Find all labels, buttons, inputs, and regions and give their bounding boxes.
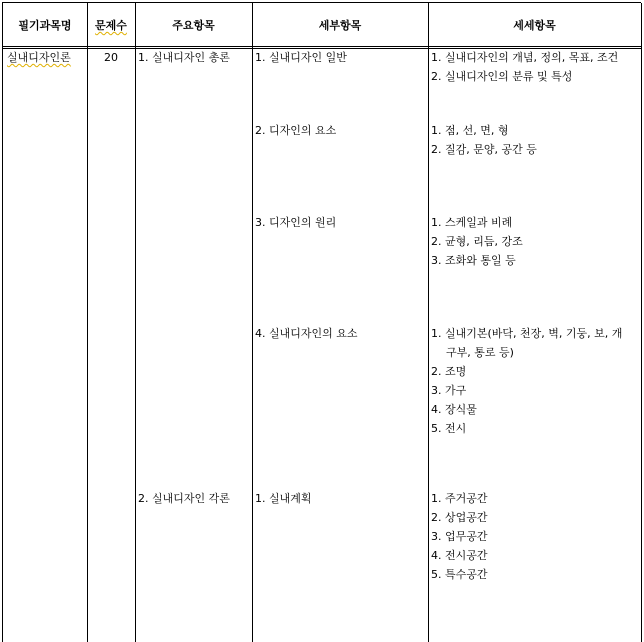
detail-item: 3. 가구: [431, 384, 467, 397]
column-divider: [428, 3, 429, 642]
detail-item: 4. 전시공간: [431, 549, 488, 562]
column-divider: [135, 3, 136, 642]
sub-item: 4. 실내디자인의 요소: [255, 327, 358, 340]
detail-item: 2. 질감, 문양, 공간 등: [431, 143, 537, 156]
detail-item: 2. 균형, 리듬, 강조: [431, 235, 523, 248]
subject-name: 실내디자인론: [7, 51, 71, 64]
column-divider: [252, 3, 253, 642]
main-item: 1. 실내디자인 총론: [138, 51, 230, 64]
detail-item: 구부, 통로 등): [446, 346, 514, 359]
detail-item: 2. 실내디자인의 분류 및 특성: [431, 70, 573, 83]
header-subject: 필기과목명: [18, 19, 72, 32]
detail-item: 4. 장식물: [431, 403, 477, 416]
detail-item: 1. 스케일과 비례: [431, 216, 513, 229]
sub-item: 2. 디자인의 요소: [255, 124, 337, 137]
detail-item: 1. 주거공간: [431, 492, 488, 505]
detail-item: 1. 실내기본(바닥, 천장, 벽, 기둥, 보, 개: [431, 327, 623, 340]
detail-item: 2. 조명: [431, 365, 467, 378]
main-item: 2. 실내디자인 각론: [138, 492, 230, 505]
detail-item: 3. 조화와 통일 등: [431, 254, 516, 267]
sub-item: 1. 실내디자인 일반: [255, 51, 347, 64]
header-sub-items: 세부항목: [318, 19, 362, 32]
detail-item: 1. 점, 선, 면, 형: [431, 124, 509, 137]
detail-item: 2. 상업공간: [431, 511, 488, 524]
header-detail-items: 세세항목: [513, 19, 556, 32]
detail-item: 5. 특수공간: [431, 568, 488, 581]
question-count: 20: [104, 51, 118, 64]
sub-item: 3. 디자인의 원리: [255, 216, 337, 229]
detail-item: 3. 업무공간: [431, 530, 488, 543]
detail-item: 1. 실내디자인의 개념, 정의, 목표, 조건: [431, 51, 619, 64]
detail-item: 5. 전시: [431, 422, 467, 435]
header-question-count: 문제수: [95, 19, 127, 32]
sub-item: 1. 실내계획: [255, 492, 312, 505]
exam-syllabus-table: [2, 2, 641, 642]
column-divider: [87, 3, 88, 642]
column-divider: [641, 3, 642, 642]
header-main-items: 주요항목: [172, 19, 215, 32]
